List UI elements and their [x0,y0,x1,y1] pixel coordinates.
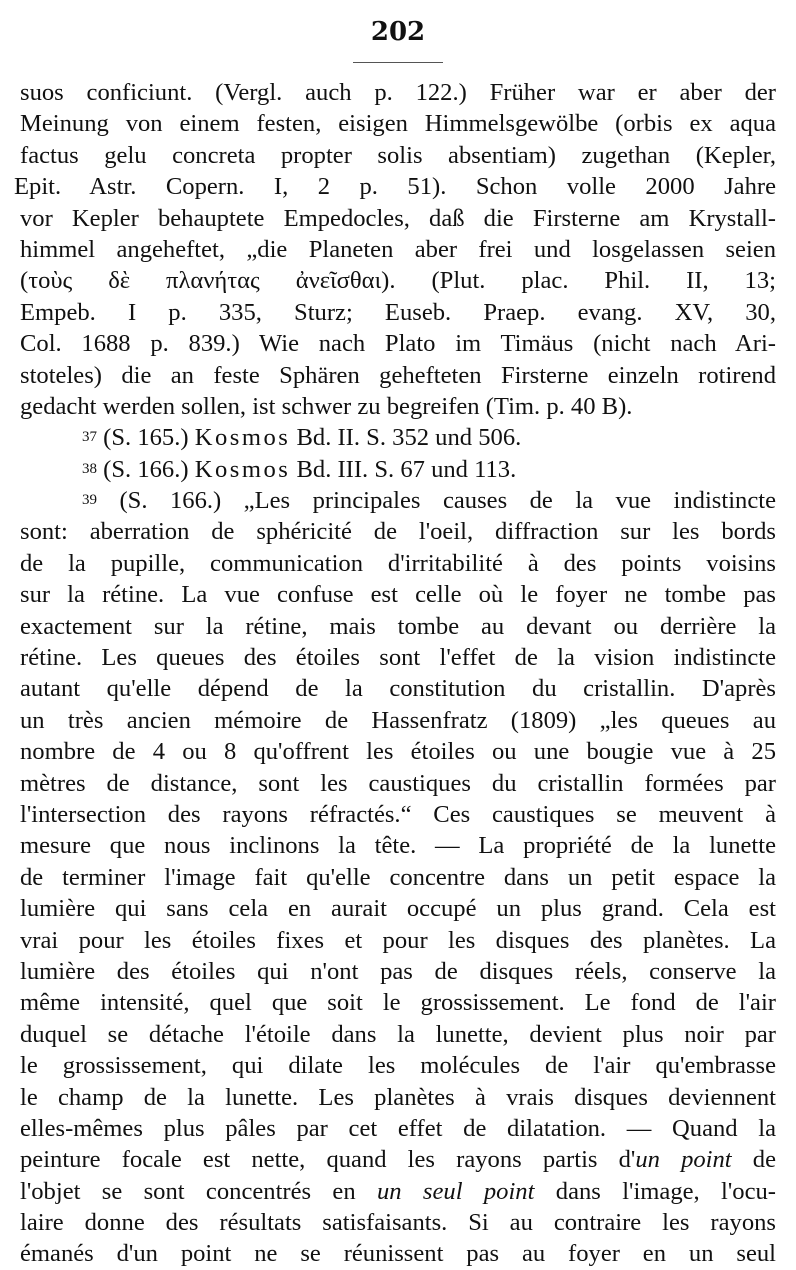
text-line: Epit. Astr. Copern. I, 2 p. 51). Schon volle 2000 Jahre [14,173,776,201]
italic-phrase: un seul point [376,1177,535,1205]
text-line: rétine. Les queues des étoiles sont l'effet de la vision indistincte [20,644,776,672]
text-run: dans l'image, l'ocu- [534,1177,776,1205]
text-line: le champ de la lunette. Les planètes à vrais disques deviennent [20,1083,776,1111]
text-line: un très ancien mémoire de Hassenfratz (1809) „les queues au [20,706,776,734]
header-rule [353,62,443,63]
text-line: émanés d'un point ne se réunissent pas au foyer en un seul [20,1240,776,1268]
note-continuation [14,77,776,422]
text-line: vrai pour les étoiles fixes et pour les disques des planètes. La [20,926,776,954]
footnote-text: Bd. III. S. 67 und 113. [290,455,517,483]
footnote-text: (S. 166.) „Les principales causes de la vue indistincte [119,487,776,515]
text-line: stoteles) die an feste Sphären gehefteten Firsterne einzeln rotirend [20,361,776,389]
text-line: (τοὺς δὲ πλανήτας ἀνεῖσθαι). (Plut. plac. Phil. II, 13; [20,267,776,295]
text-line: sur la rétine. La vue confuse est celle où le foyer ne tombe pas [20,581,776,609]
text-line: mètres de distance, sont les caustiques du cristallin formées par [20,769,776,797]
text-line: lumière qui sans cela en aurait occupé un plus grand. Cela est [20,895,776,923]
footnote-number: 37 [82,429,97,446]
text-line [20,1144,776,1175]
text-run: de [731,1146,776,1174]
footnote-37 [20,422,776,453]
text-line: Col. 1688 p. 839.) Wie nach Plato im Timäus (nicht nach Ari- [20,330,776,358]
text-run: peinture focale est nette, quand les rayons partis d' [20,1146,636,1174]
footnote-number: 39 [82,492,97,509]
italic-phrase: un point [635,1146,732,1174]
text-line: himmel angeheftet, „die Planeten aber frei und losgelassen seien [20,235,776,263]
text-line: duquel se détache l'étoile dans la lunette, devient plus noir par [20,1020,776,1048]
text-line: elles-mêmes plus pâles par cet effet de dilatation. — Quand la [20,1114,776,1142]
text-line [20,1176,776,1207]
footnote-38 [20,454,776,485]
work-title: Kosmos [194,424,291,452]
footnote-number: 38 [82,460,97,477]
text-line: factus gelu concreta propter solis absentiam) zugethan (Kepler, [20,141,776,169]
footnote-text: (S. 166.) [103,455,195,483]
text-line: lumière des étoiles qui n'ont pas de disques réels, conserve la [20,957,776,985]
footnote-39 [20,485,776,1270]
footnote-line [20,454,776,485]
text-line: même intensité, quel que soit le grossissement. Le fond de l'air [20,989,776,1017]
footnote-line [20,485,776,516]
text-line: mesure que nous inclinons la tête. — La propriété de la lunette [20,832,776,860]
footnote-text: (S. 165.) [103,424,195,452]
text-line: Empeb. I p. 335, Sturz; Euseb. Praep. evang. XV, 30, [20,298,776,326]
text-line: Meinung von einem festen, eisigen Himmelsgewölbe (orbis ex aqua [20,110,776,138]
text-line: de la pupille, communication d'irritabilité à des points voisins [20,549,776,577]
text-line: l'intersection des rayons réfractés.“ Ces caustiques se meuvent à [20,800,776,828]
text-run: l'objet se sont concentrés en [20,1177,377,1205]
footnote-text: Bd. II. S. 352 und 506. [290,424,522,452]
text-line: suos conficiunt. (Vergl. auch p. 122.) Früher war er aber der [20,79,776,106]
text-line: exactement sur la rétine, mais tombe au devant ou derrière la [20,612,776,640]
work-title: Kosmos [194,455,291,483]
page-number: 202 [370,17,426,47]
text-line: nombre de 4 ou 8 qu'offrent les étoiles ou une bougie vue à 25 [20,738,776,766]
text-line: laire donne des résultats satisfaisants. Si au contraire les rayons [20,1209,776,1237]
text-line: vor Kepler behauptete Empedocles, daß die Firsterne am Krystall- [20,204,776,232]
text-line: de terminer l'image fait qu'elle concentre dans un petit espace la [20,863,776,891]
book-page [14,12,776,1268]
footnote-line [20,422,776,453]
text-line: autant qu'elle dépend de la constitution du cristallin. D'après [20,675,776,703]
text-line: le grossissement, qui dilate les molécules de l'air qu'embrasse [20,1052,776,1080]
text-line: sont: aberration de sphéricité de l'oeil, diffraction sur les bords [20,518,776,546]
text-line: gedacht werden sollen, ist schwer zu begreifen (Tim. p. 40 B). [20,392,633,420]
